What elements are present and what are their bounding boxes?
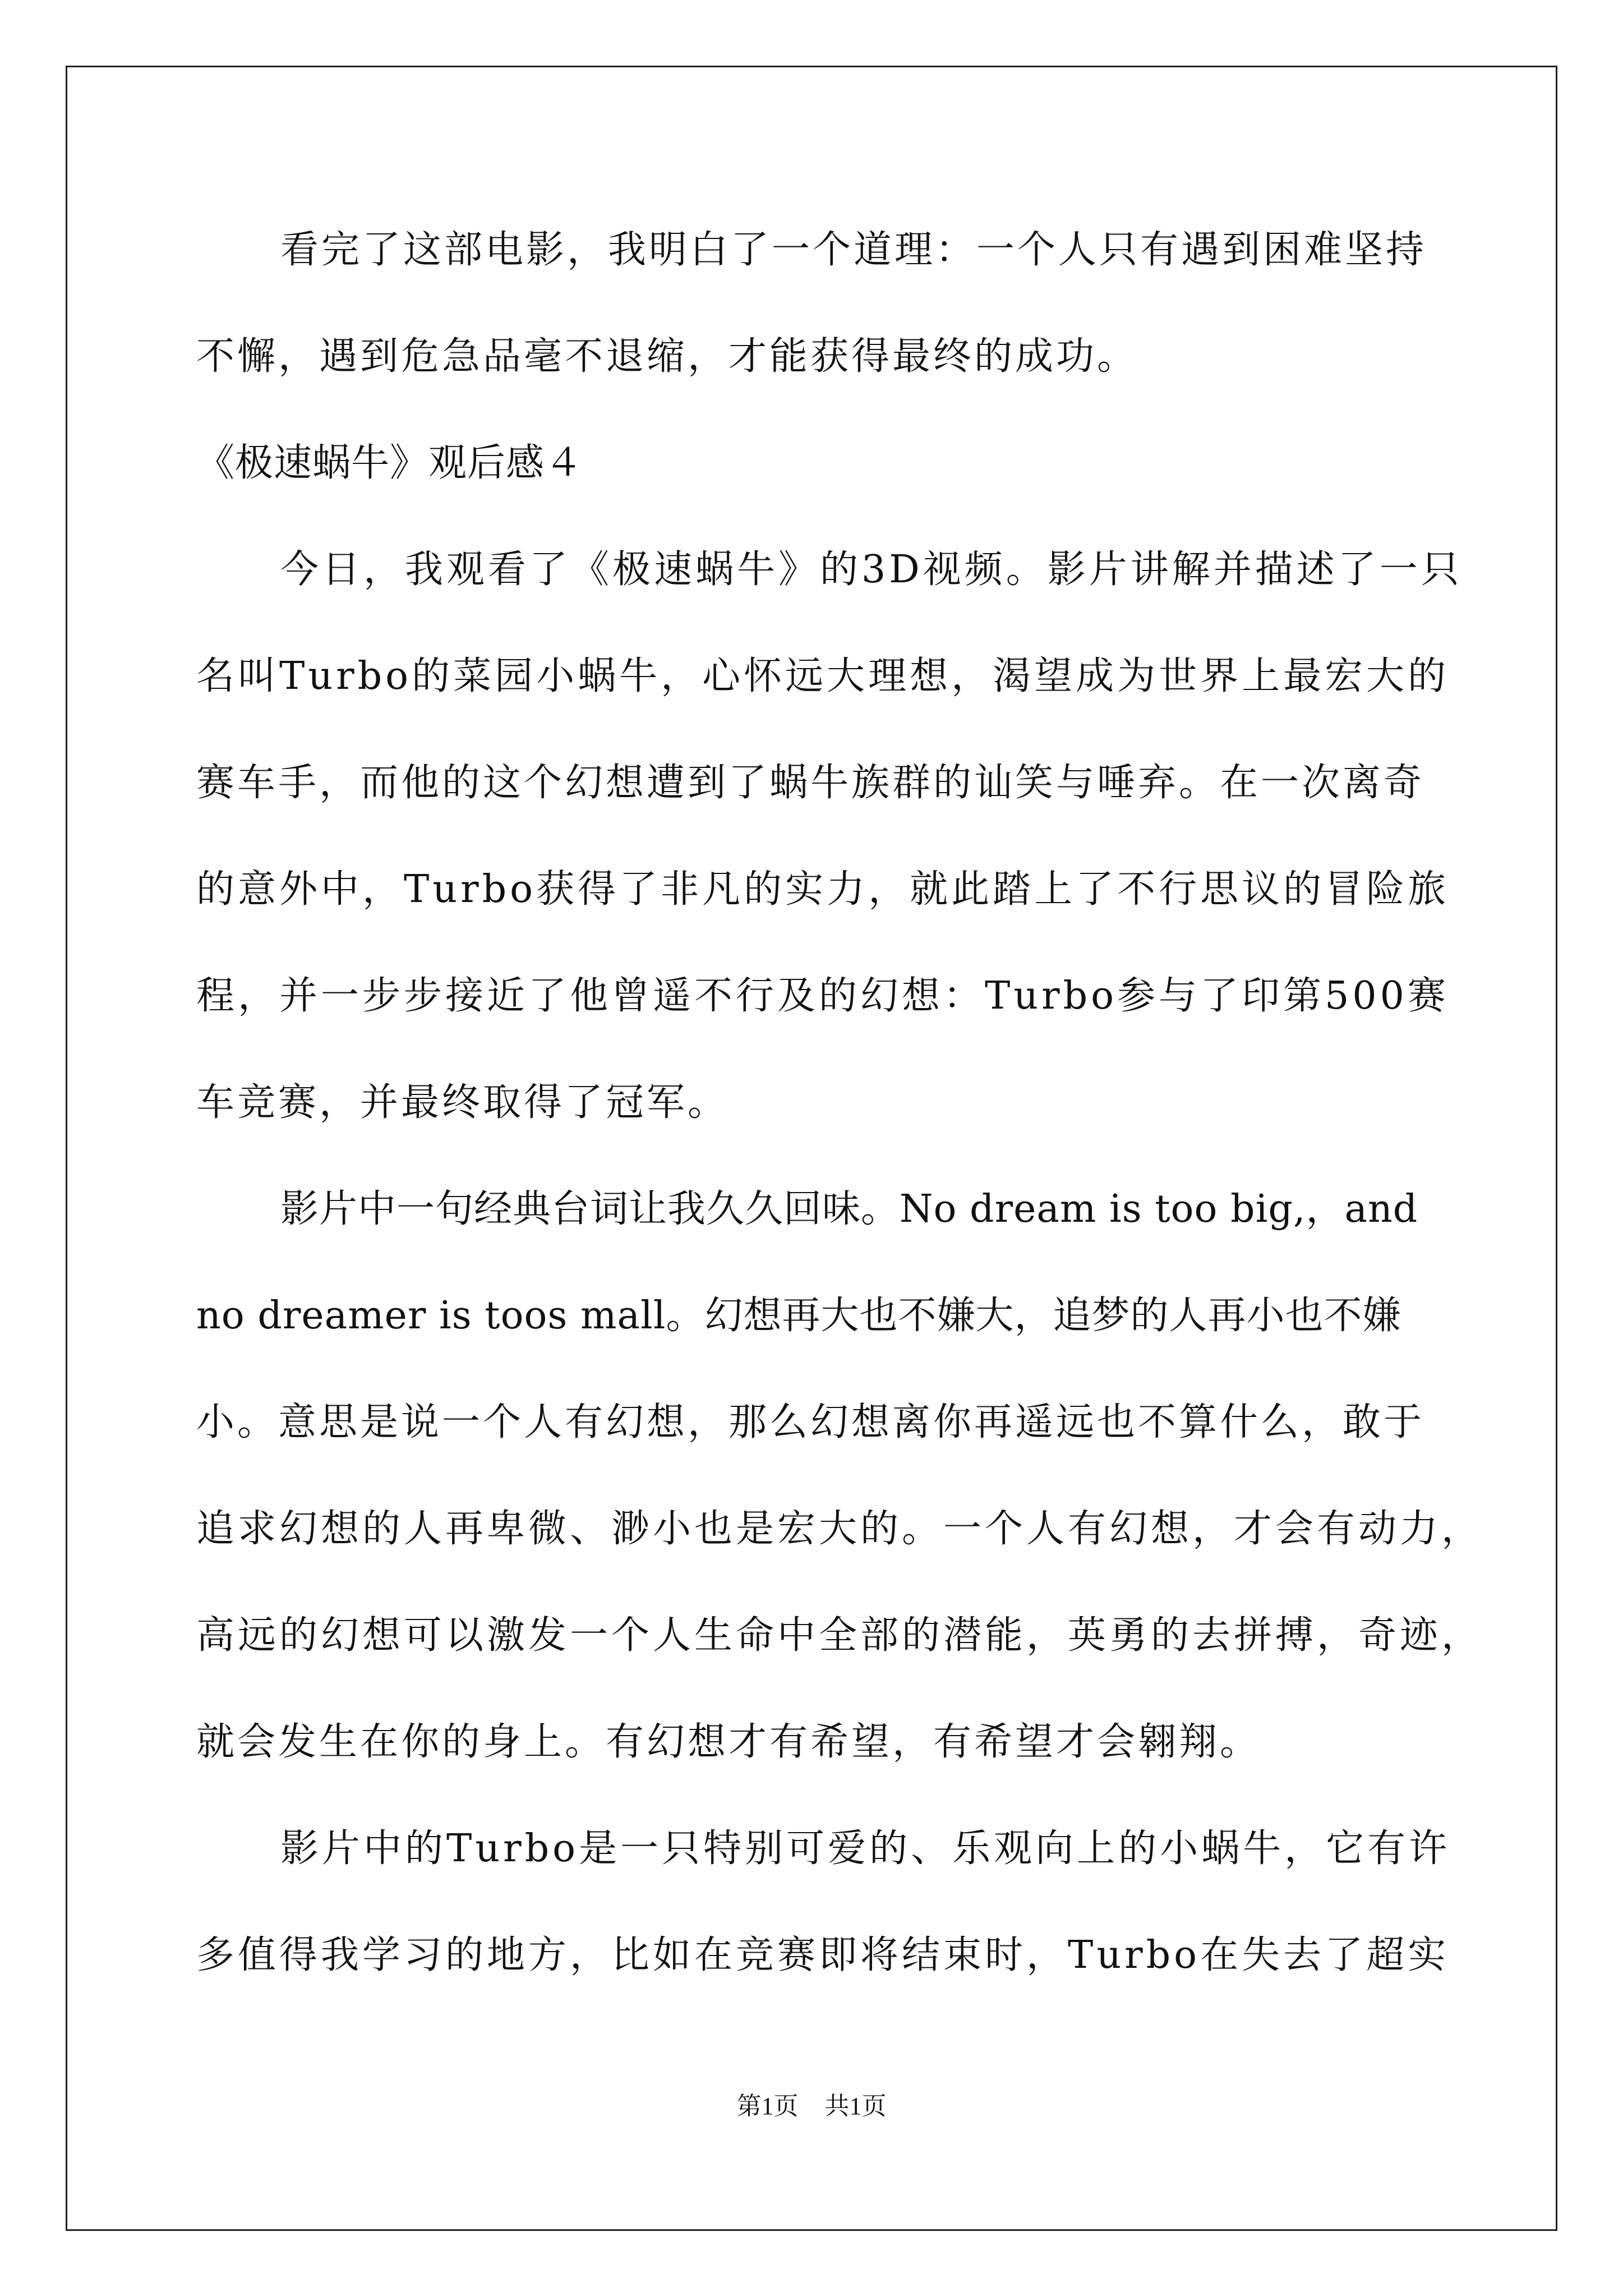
paragraph-line: no dreamer is toos mall。幻想再大也不嫌大，追梦的人再小也不嫌 — [196, 1294, 1401, 1338]
paragraph-line: 不懈，遇到危急品毫不退缩，才能获得最终的成功。 — [196, 334, 1138, 379]
page-number: 第1页 — [736, 2092, 799, 2120]
paragraph-line: 多值得我学习的地方，比如在竞赛即将结束时，Turbo在失去了超实 — [196, 1933, 1450, 1977]
paragraph-line: 名叫Turbo的菜园小蜗牛，心怀远大理想，渴望成为世界上最宏大的 — [196, 654, 1450, 698]
paragraph-line: 车竞赛，并最终取得了冠军。 — [196, 1080, 729, 1125]
section-heading: 《极速蜗牛》观后感４ — [196, 441, 584, 485]
paragraph-line: 影片中一句经典台词让我久久回味。No dream is too big,，and — [280, 1187, 1418, 1231]
paragraph-line: 影片中的Turbo是一只特别可爱的、乐观向上的小蜗牛，它有许 — [280, 1826, 1451, 1871]
page-border — [66, 66, 1557, 2231]
paragraph-line: 今日，我观看了《极速蜗牛》的3D视频。影片讲解并描述了一只 — [280, 547, 1463, 592]
paragraph-line: 程，并一步步接近了他曾遥不行及的幻想：Turbo参与了印第500赛 — [196, 974, 1449, 1018]
paragraph-line: 高远的幻想可以激发一个人生命中全部的潜能，英勇的去拼搏，奇迹， — [196, 1613, 1483, 1658]
paragraph-line: 看完了这部电影，我明白了一个道理：一个人只有遇到困难坚持 — [280, 228, 1427, 272]
paragraph-line: 小。意思是说一个人有幻想，那么幻想离你再遥远也不算什么，敢于 — [196, 1400, 1425, 1444]
page-footer — [0, 2091, 1623, 2122]
page-total: 共1页 — [824, 2092, 887, 2120]
paragraph-line: 就会发生在你的身上。有幻想才有希望，有希望才会翱翔。 — [196, 1720, 1261, 1764]
paragraph-line: 追求幻想的人再卑微、渺小也是宏大的。一个人有幻想，才会有动力， — [196, 1507, 1483, 1551]
paragraph-line: 赛车手，而他的这个幻想遭到了蜗牛族群的讪笑与唾弃。在一次离奇 — [196, 761, 1425, 805]
paragraph-line: 的意外中，Turbo获得了非凡的实力，就此踏上了不行思议的冒险旅 — [196, 867, 1450, 912]
